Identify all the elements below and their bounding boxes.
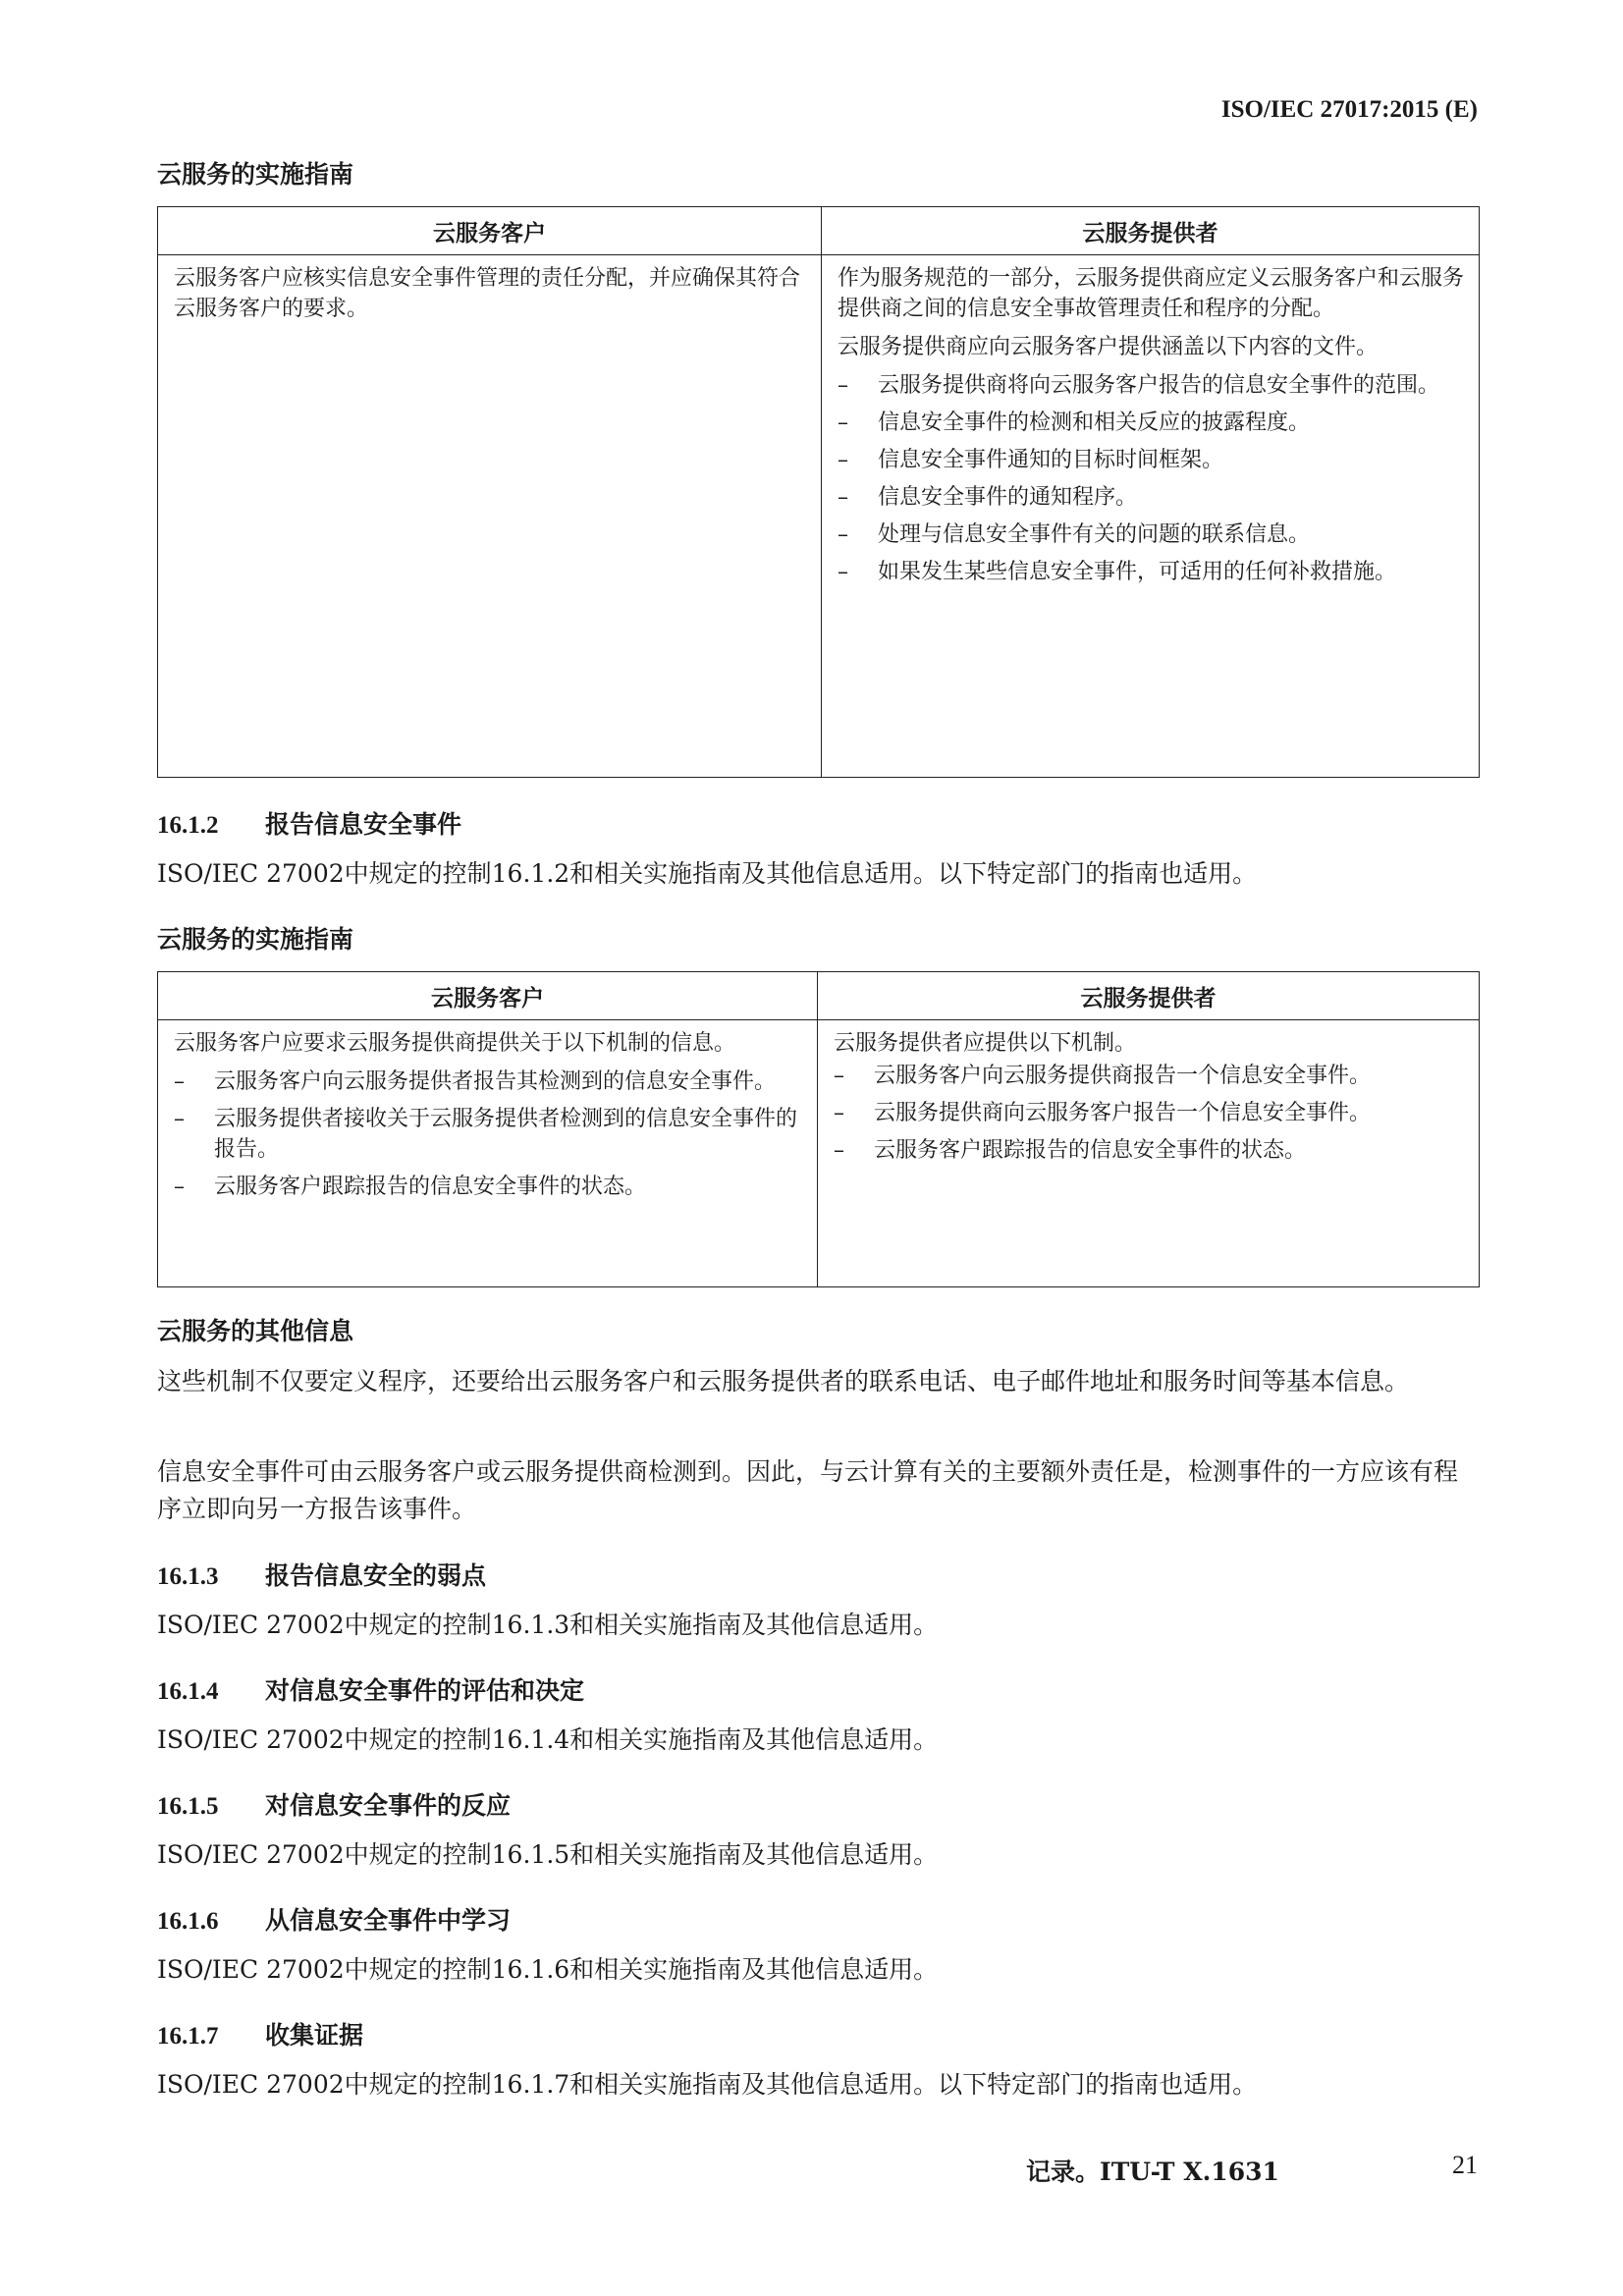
list-item: – 处理与信息安全事件有关的问题的联系信息。 xyxy=(838,519,1467,550)
provider-paragraph: 作为服务规范的一部分，云服务提供商应定义云服务客户和云服务提供商之间的信息安全事故管理责任和程序的分配。 xyxy=(838,266,1465,321)
section-title: 收集证据 xyxy=(265,2021,364,2050)
footer-doc-ref: 记录。ITU-T X.1631 xyxy=(1026,2158,1279,2186)
other-info-paragraph: 信息安全事件可由云服务客户或云服务提供商检测到。因此，与云计算有关的主要额外责任是，检测事件的一方应该有程序立即向另一方报告该事件。 xyxy=(157,1457,1459,1523)
customer-cell xyxy=(158,1020,818,1287)
other-info-heading: 云服务的其他信息 xyxy=(157,1317,354,1345)
guidance-heading: 云服务的实施指南 xyxy=(157,925,354,954)
guidance-table-1 xyxy=(157,206,1480,778)
customer-paragraph: 云服务客户应核实信息安全事件管理的责任分配，并应确保其符合云服务客户的要求。 xyxy=(174,266,801,321)
list-item: – 云服务客户向云服务提供者报告其检测到的信息安全事件。 xyxy=(174,1066,805,1097)
list-item: – 云服务客户跟踪报告的信息安全事件的状态。 xyxy=(834,1135,1467,1166)
section-text: ISO/IEC 27002中规定的控制16.1.5和相关实施指南及其他信息适用。 xyxy=(157,1840,939,1869)
section-title: 报告信息安全事件 xyxy=(265,810,462,839)
column-header-provider: 云服务提供者 xyxy=(818,972,1480,1020)
section-number: 16.1.6 xyxy=(157,1908,219,1935)
customer-list xyxy=(174,1066,805,1202)
section-title: 对信息安全事件的反应 xyxy=(265,1791,512,1820)
list-item: – 云服务客户跟踪报告的信息安全事件的状态。 xyxy=(174,1172,805,1202)
list-item: – 云服务提供商将向云服务客户报告的信息安全事件的范围。 xyxy=(838,370,1467,401)
section-heading-16-1-3 xyxy=(157,1557,486,1592)
provider-intro: 云服务提供者应提供以下机制。 xyxy=(834,1031,1137,1056)
section-title: 对信息安全事件的评估和决定 xyxy=(265,1676,585,1705)
customer-intro: 云服务客户应要求云服务提供商提供关于以下机制的信息。 xyxy=(174,1031,736,1056)
list-item: – 云服务客户向云服务提供商报告一个信息安全事件。 xyxy=(834,1061,1467,1091)
section-text: ISO/IEC 27002中规定的控制16.1.2和相关实施指南及其他信息适用。以下特定部门的指南也适用。 xyxy=(157,859,1258,888)
guidance-table-2 xyxy=(157,971,1480,1287)
provider-paragraph: 云服务提供商应向云服务客户提供涵盖以下内容的文件。 xyxy=(838,335,1379,359)
provider-cell xyxy=(818,1020,1480,1287)
page-number: 21 xyxy=(1452,2151,1478,2179)
list-item: – 信息安全事件通知的目标时间框架。 xyxy=(838,445,1467,475)
section-number: 16.1.2 xyxy=(157,812,219,839)
list-item: – 如果发生某些信息安全事件，可适用的任何补救措施。 xyxy=(838,557,1467,587)
provider-cell xyxy=(822,255,1480,778)
standard-id: ISO/IEC 27017:2015 (E) xyxy=(1220,96,1478,123)
section-text: ISO/IEC 27002中规定的控制16.1.6和相关实施指南及其他信息适用。 xyxy=(157,1955,939,1984)
section-number: 16.1.4 xyxy=(157,1678,219,1705)
column-header-provider: 云服务提供者 xyxy=(822,207,1480,255)
list-item: – 云服务提供商向云服务客户报告一个信息安全事件。 xyxy=(834,1098,1467,1128)
section-text: ISO/IEC 27002中规定的控制16.1.3和相关实施指南及其他信息适用。 xyxy=(157,1611,939,1639)
other-info-paragraph: 这些机制不仅要定义程序，还要给出云服务客户和云服务提供者的联系电话、电子邮件地址和服务时间等基本信息。 xyxy=(157,1367,1410,1395)
section-number: 16.1.5 xyxy=(157,1793,219,1820)
section-title: 报告信息安全的弱点 xyxy=(265,1561,487,1590)
section-heading-16-1-7 xyxy=(157,2016,363,2051)
section-heading-16-1-2 xyxy=(157,805,461,841)
section-text: ISO/IEC 27002中规定的控制16.1.7和相关实施指南及其他信息适用。以下特定部门的指南也适用。 xyxy=(157,2070,1258,2099)
customer-cell xyxy=(158,255,822,778)
list-item: – 云服务提供者接收关于云服务提供者检测到的信息安全事件的报告。 xyxy=(174,1104,805,1165)
section-heading-16-1-4 xyxy=(157,1671,584,1707)
section-number: 16.1.7 xyxy=(157,2023,219,2050)
list-item: – 信息安全事件的通知程序。 xyxy=(838,482,1467,513)
column-header-customer: 云服务客户 xyxy=(158,207,822,255)
column-header-customer: 云服务客户 xyxy=(158,972,818,1020)
guidance-heading: 云服务的实施指南 xyxy=(157,160,354,189)
section-title: 从信息安全事件中学习 xyxy=(265,1906,512,1935)
list-item: – 信息安全事件的检测和相关反应的披露程度。 xyxy=(838,408,1467,438)
provider-list xyxy=(834,1061,1467,1166)
section-text: ISO/IEC 27002中规定的控制16.1.4和相关实施指南及其他信息适用。 xyxy=(157,1725,939,1754)
section-heading-16-1-5 xyxy=(157,1786,511,1822)
provider-list xyxy=(838,370,1467,587)
section-heading-16-1-6 xyxy=(157,1901,511,1937)
section-number: 16.1.3 xyxy=(157,1563,219,1590)
